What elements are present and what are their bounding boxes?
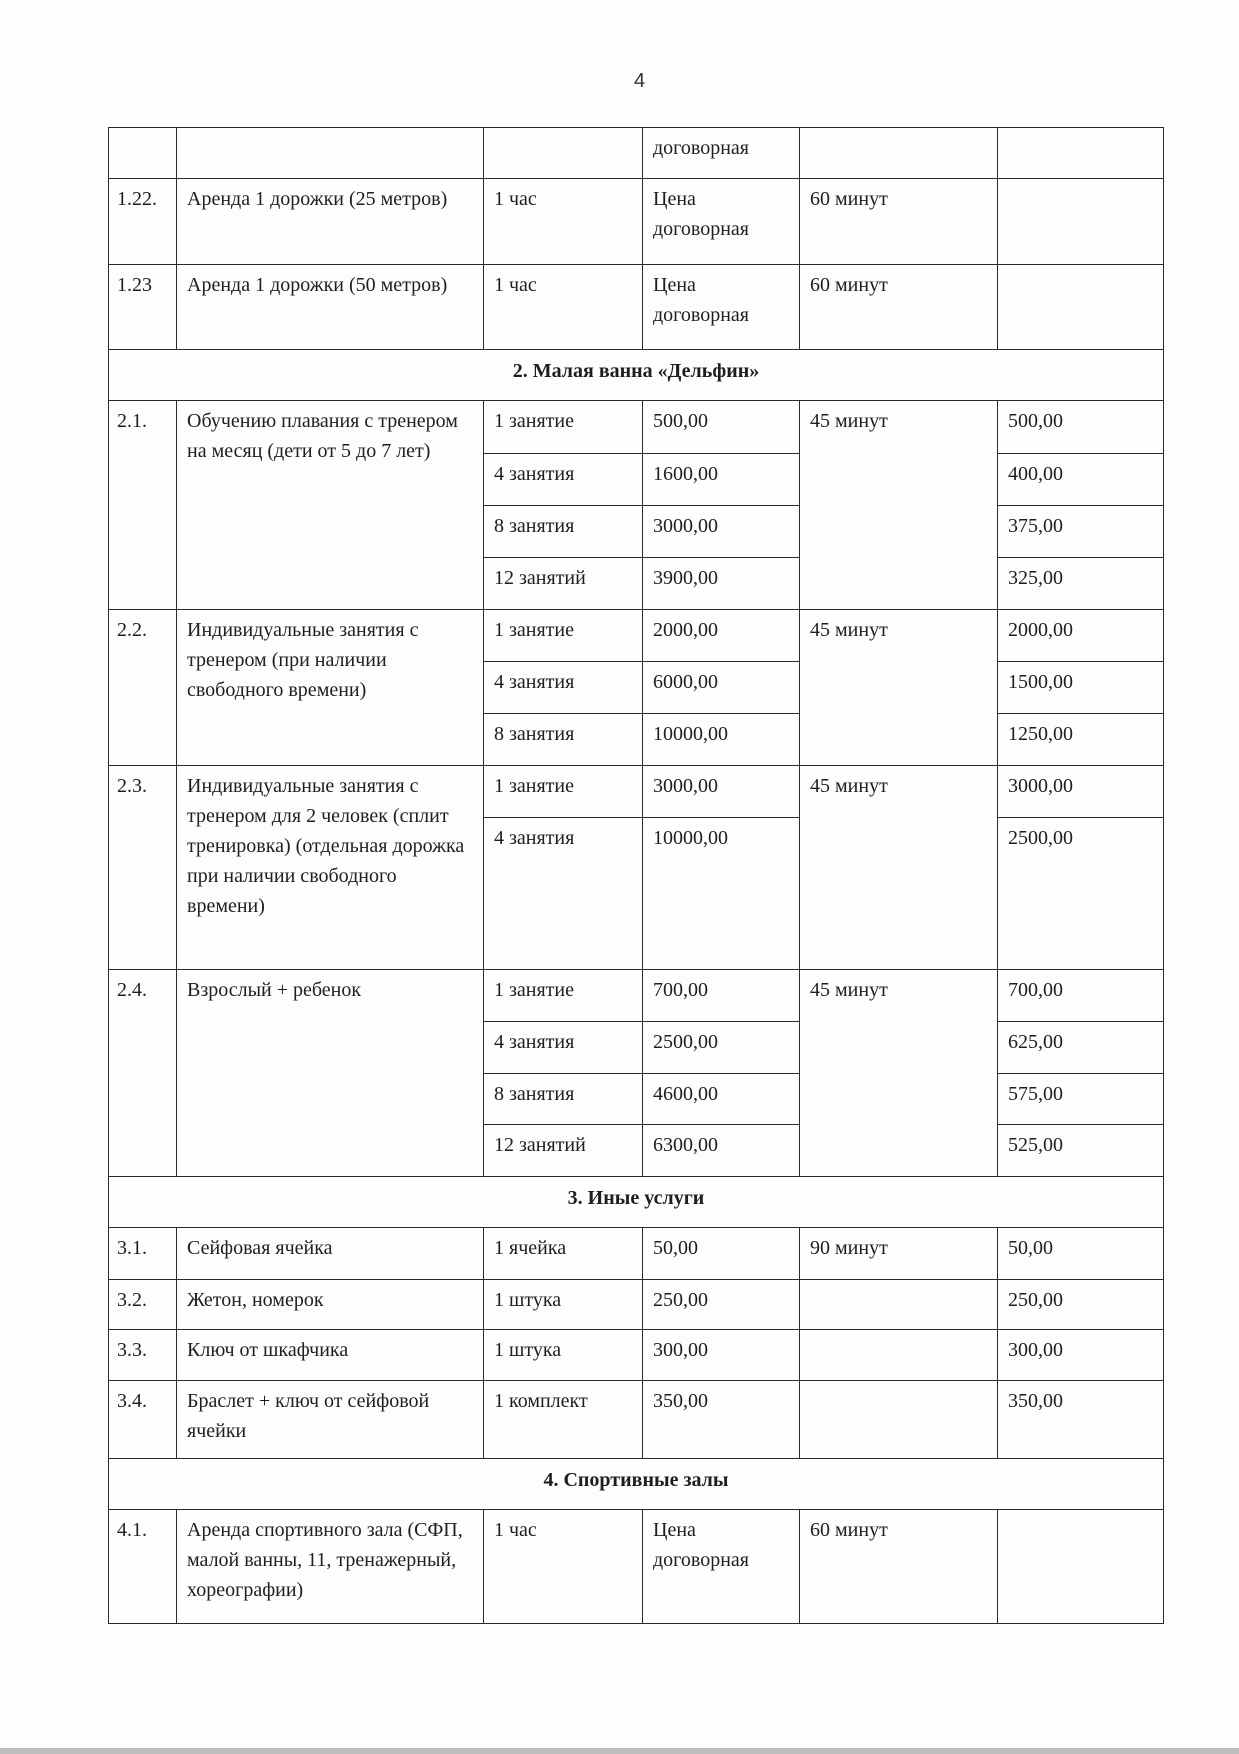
cell-price: 300,00: [642, 1329, 799, 1380]
cell-unit: 8 занятия: [483, 713, 642, 765]
cell-num: 3.3.: [108, 1329, 176, 1380]
cell-unit: 4 занятия: [483, 817, 642, 969]
cell-unit-price: 325,00: [997, 557, 1164, 609]
cell-num: 3.1.: [108, 1227, 176, 1279]
cell-unit-price: 500,00: [997, 400, 1164, 453]
cell-num: 1.23: [108, 264, 176, 349]
cell-duration: 60 минут: [799, 178, 997, 264]
cell-unit: 8 занятия: [483, 1073, 642, 1124]
cell-name: Аренда спортивного зала (СФП, малой ванны, 11, тренажерный, хореографии): [176, 1509, 483, 1624]
cell-name: Ключ от шкафчика: [176, 1329, 483, 1380]
cell-price: 50,00: [642, 1227, 799, 1279]
cell-name: Индивидуальные занятия с тренером (при наличии свободного времени): [176, 609, 483, 765]
cell-price: 10000,00: [642, 817, 799, 969]
cell-price: 2500,00: [642, 1021, 799, 1073]
cell-unit: 1 занятие: [483, 609, 642, 661]
section-header: 2. Малая ванна «Дельфин»: [108, 349, 1164, 400]
cell-name: Взрослый + ребенок: [176, 969, 483, 1176]
cell-unit-price: 625,00: [997, 1021, 1164, 1073]
cell-num: 2.3.: [108, 765, 176, 969]
cell-duration: [799, 127, 997, 178]
cell-unit: 1 штука: [483, 1329, 642, 1380]
cell-num: 3.2.: [108, 1279, 176, 1329]
cell-unit-price: 300,00: [997, 1329, 1164, 1380]
cell-num: 1.22.: [108, 178, 176, 264]
cell-name: Аренда 1 дорожки (25 метров): [176, 178, 483, 264]
cell-unit-price: 700,00: [997, 969, 1164, 1021]
cell-price: 1600,00: [642, 453, 799, 505]
cell-unit-price: [997, 178, 1164, 264]
cell-unit-price: 525,00: [997, 1124, 1164, 1176]
cell-price: 250,00: [642, 1279, 799, 1329]
cell-num: 3.4.: [108, 1380, 176, 1458]
cell-name: Обучению плавания с тренером на месяц (дети от 5 до 7 лет): [176, 400, 483, 609]
cell-price: 700,00: [642, 969, 799, 1021]
section-header: 3. Иные услуги: [108, 1176, 1164, 1227]
page-number: 4: [634, 70, 646, 92]
cell-name: Браслет + ключ от сейфовой ячейки: [176, 1380, 483, 1458]
cell-unit: 1 занятие: [483, 400, 642, 453]
cell-unit-price: 375,00: [997, 505, 1164, 557]
cell-name: Аренда 1 дорожки (50 метров): [176, 264, 483, 349]
cell-price: 4600,00: [642, 1073, 799, 1124]
cell-unit-price: 1250,00: [997, 713, 1164, 765]
scan-edge: [0, 1748, 1239, 1754]
cell-price: 350,00: [642, 1380, 799, 1458]
cell-unit: 12 занятий: [483, 557, 642, 609]
cell-unit: 4 занятия: [483, 1021, 642, 1073]
cell-price: договорная: [642, 127, 799, 178]
cell-unit-price: 2500,00: [997, 817, 1164, 969]
cell-duration: 45 минут: [799, 400, 997, 609]
cell-unit: 4 занятия: [483, 453, 642, 505]
cell-unit: [483, 127, 642, 178]
cell-price: 10000,00: [642, 713, 799, 765]
cell-duration: 45 минут: [799, 765, 997, 969]
cell-price: 3000,00: [642, 505, 799, 557]
cell-duration: 60 минут: [799, 264, 997, 349]
cell-unit-price: 350,00: [997, 1380, 1164, 1458]
cell-price: Цена договорная: [642, 1509, 799, 1624]
cell-name: Индивидуальные занятия с тренером для 2 человек (сплит тренировка) (отдельная дорожка при наличии свободного времени): [176, 765, 483, 969]
cell-unit-price: 400,00: [997, 453, 1164, 505]
cell-duration: [799, 1380, 997, 1458]
cell-unit: 8 занятия: [483, 505, 642, 557]
cell-unit: 1 штука: [483, 1279, 642, 1329]
cell-price: Цена договорная: [642, 264, 799, 349]
cell-num: 4.1.: [108, 1509, 176, 1624]
cell-unit: 1 занятие: [483, 969, 642, 1021]
cell-unit: 4 занятия: [483, 661, 642, 713]
cell-unit-price: 575,00: [997, 1073, 1164, 1124]
cell-unit: 1 час: [483, 264, 642, 349]
cell-duration: 90 минут: [799, 1227, 997, 1279]
cell-duration: 45 минут: [799, 969, 997, 1176]
cell-unit: 1 час: [483, 178, 642, 264]
cell-num: 2.2.: [108, 609, 176, 765]
cell-price: 6300,00: [642, 1124, 799, 1176]
cell-unit: 1 час: [483, 1509, 642, 1624]
cell-unit-price: [997, 264, 1164, 349]
cell-unit-price: 1500,00: [997, 661, 1164, 713]
cell-unit: 12 занятий: [483, 1124, 642, 1176]
cell-unit-price: [997, 127, 1164, 178]
cell-num: 2.1.: [108, 400, 176, 609]
cell-price: 6000,00: [642, 661, 799, 713]
cell-num: [108, 127, 176, 178]
cell-name: Сейфовая ячейка: [176, 1227, 483, 1279]
cell-duration: [799, 1279, 997, 1329]
cell-name: [176, 127, 483, 178]
cell-duration: 60 минут: [799, 1509, 997, 1624]
cell-unit-price: 2000,00: [997, 609, 1164, 661]
cell-num: 2.4.: [108, 969, 176, 1176]
section-header: 4. Спортивные залы: [108, 1458, 1164, 1509]
cell-price: 500,00: [642, 400, 799, 453]
cell-unit-price: 3000,00: [997, 765, 1164, 817]
cell-unit: 1 ячейка: [483, 1227, 642, 1279]
cell-duration: 45 минут: [799, 609, 997, 765]
cell-price: 3900,00: [642, 557, 799, 609]
cell-unit-price: [997, 1509, 1164, 1624]
cell-price: 2000,00: [642, 609, 799, 661]
cell-price: Цена договорная: [642, 178, 799, 264]
cell-unit-price: 250,00: [997, 1279, 1164, 1329]
cell-unit: 1 комплект: [483, 1380, 642, 1458]
cell-unit: 1 занятие: [483, 765, 642, 817]
cell-price: 3000,00: [642, 765, 799, 817]
cell-name: Жетон, номерок: [176, 1279, 483, 1329]
cell-duration: [799, 1329, 997, 1380]
cell-unit-price: 50,00: [997, 1227, 1164, 1279]
